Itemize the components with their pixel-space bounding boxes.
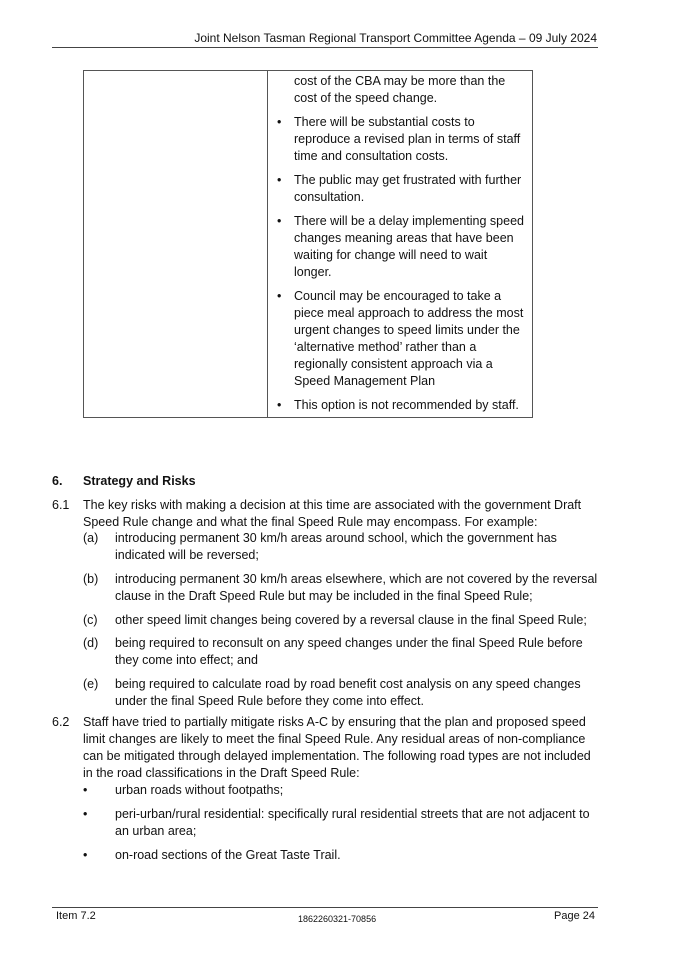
table-bullet — [277, 397, 527, 414]
list-item-letter: (d) — [83, 636, 99, 650]
list-item — [83, 782, 598, 799]
list-item — [83, 635, 598, 669]
list-item-text: other speed limit changes being covered by a reversal clause in the final Speed Rule; — [115, 613, 587, 627]
table-bullet-text: The public may get frustrated with further consultation. — [294, 173, 522, 204]
list-item-letter: (e) — [83, 677, 99, 691]
footer-page-number: Page 24 — [554, 910, 595, 922]
continued-bullet-text: cost of the CBA may be more than the cost of the speed change. — [294, 74, 506, 105]
options-table — [83, 70, 533, 418]
table-bullet — [277, 114, 527, 165]
header-rule — [52, 47, 598, 48]
table-cell-disadvantages — [277, 73, 527, 421]
table-bullet-text: There will be a delay implementing speed changes meaning areas that have been waiting for change will need to wait longer. — [294, 214, 524, 279]
paragraph-text: Staff have tried to partially mitigate risks A-C by ensuring that the plan and proposed speed limit changes are likely to meet the final Speed Rule. Any residual areas of non-compliance can be mitigated through delayed implementation. The following road types are not included in the road classifications in the Draft Speed Rule: — [83, 715, 591, 780]
table-bullet — [277, 213, 527, 281]
list-item — [83, 571, 598, 605]
list-item-text: on-road sections of the Great Taste Trail. — [115, 848, 341, 862]
list-item-text: urban roads without footpaths; — [115, 783, 284, 797]
bullet-icon: • — [277, 289, 282, 303]
table-bullet-text: This option is not recommended by staff. — [294, 398, 519, 412]
bullet-icon: • — [277, 173, 282, 187]
list-item-letter: (c) — [83, 613, 98, 627]
list-item-letter: (b) — [83, 572, 99, 586]
paragraph-6-1 — [52, 497, 597, 531]
bullet-icon: • — [277, 115, 282, 129]
list-item-text: being required to reconsult on any speed changes under the final Speed Rule before they come into effect; and — [115, 636, 583, 667]
table-bullet — [277, 172, 527, 206]
list-item — [83, 806, 598, 840]
footer-item: Item 7.2 — [56, 910, 96, 922]
bullet-icon: • — [277, 214, 282, 228]
list-item — [83, 676, 598, 710]
list-item-text: being required to calculate road by road benefit cost analysis on any speed changes under the final Speed Rule before they come into effect. — [115, 677, 581, 708]
list-item — [83, 847, 598, 864]
section-number: 6. — [52, 474, 63, 488]
list-item — [83, 612, 598, 629]
header-title: Joint Nelson Tasman Regional Transport Committee Agenda – 09 July 2024 — [194, 31, 597, 45]
table-bullet-text: Council may be encouraged to take a piece meal approach to address the most urgent changes to speed limits under the ‘alternative method’ rather than a regionally consistent approach via a Speed Management Plan — [294, 289, 524, 388]
paragraph-text: The key risks with making a decision at this time are associated with the government Draft Speed Rule change and what the final Speed Rule may encompass. For example: — [83, 498, 582, 529]
paragraph-6-2 — [52, 714, 597, 782]
footer-rule — [52, 907, 598, 908]
list-item-letter: (a) — [83, 531, 99, 545]
table-column-divider — [267, 71, 268, 417]
list-item-text: introducing permanent 30 km/h areas around school, which the government has indicated will be reversed; — [115, 531, 557, 562]
list-item-text: introducing permanent 30 km/h areas elsewhere, which are not covered by the reversal clause in the Draft Speed Rule but may be included in the final Speed Rule; — [115, 572, 598, 603]
table-bullet-text: There will be substantial costs to reproduce a revised plan in terms of staff time and consultation costs. — [294, 115, 521, 163]
paragraph-number: 6.2 — [52, 715, 70, 729]
paragraph-number: 6.1 — [52, 498, 70, 512]
bullet-icon: • — [83, 848, 88, 862]
table-bullet — [277, 288, 527, 390]
section-title-text: Strategy and Risks — [83, 474, 196, 488]
bullet-icon: • — [83, 807, 88, 821]
bullet-icon: • — [277, 398, 282, 412]
list-item-text: peri-urban/rural residential: specifically rural residential streets that are not adjacent to an urban area; — [115, 807, 590, 838]
section-heading — [52, 474, 196, 488]
footer-doc-id: 1862260321-70856 — [298, 914, 377, 924]
bullet-icon: • — [83, 783, 88, 797]
list-item — [83, 530, 598, 564]
